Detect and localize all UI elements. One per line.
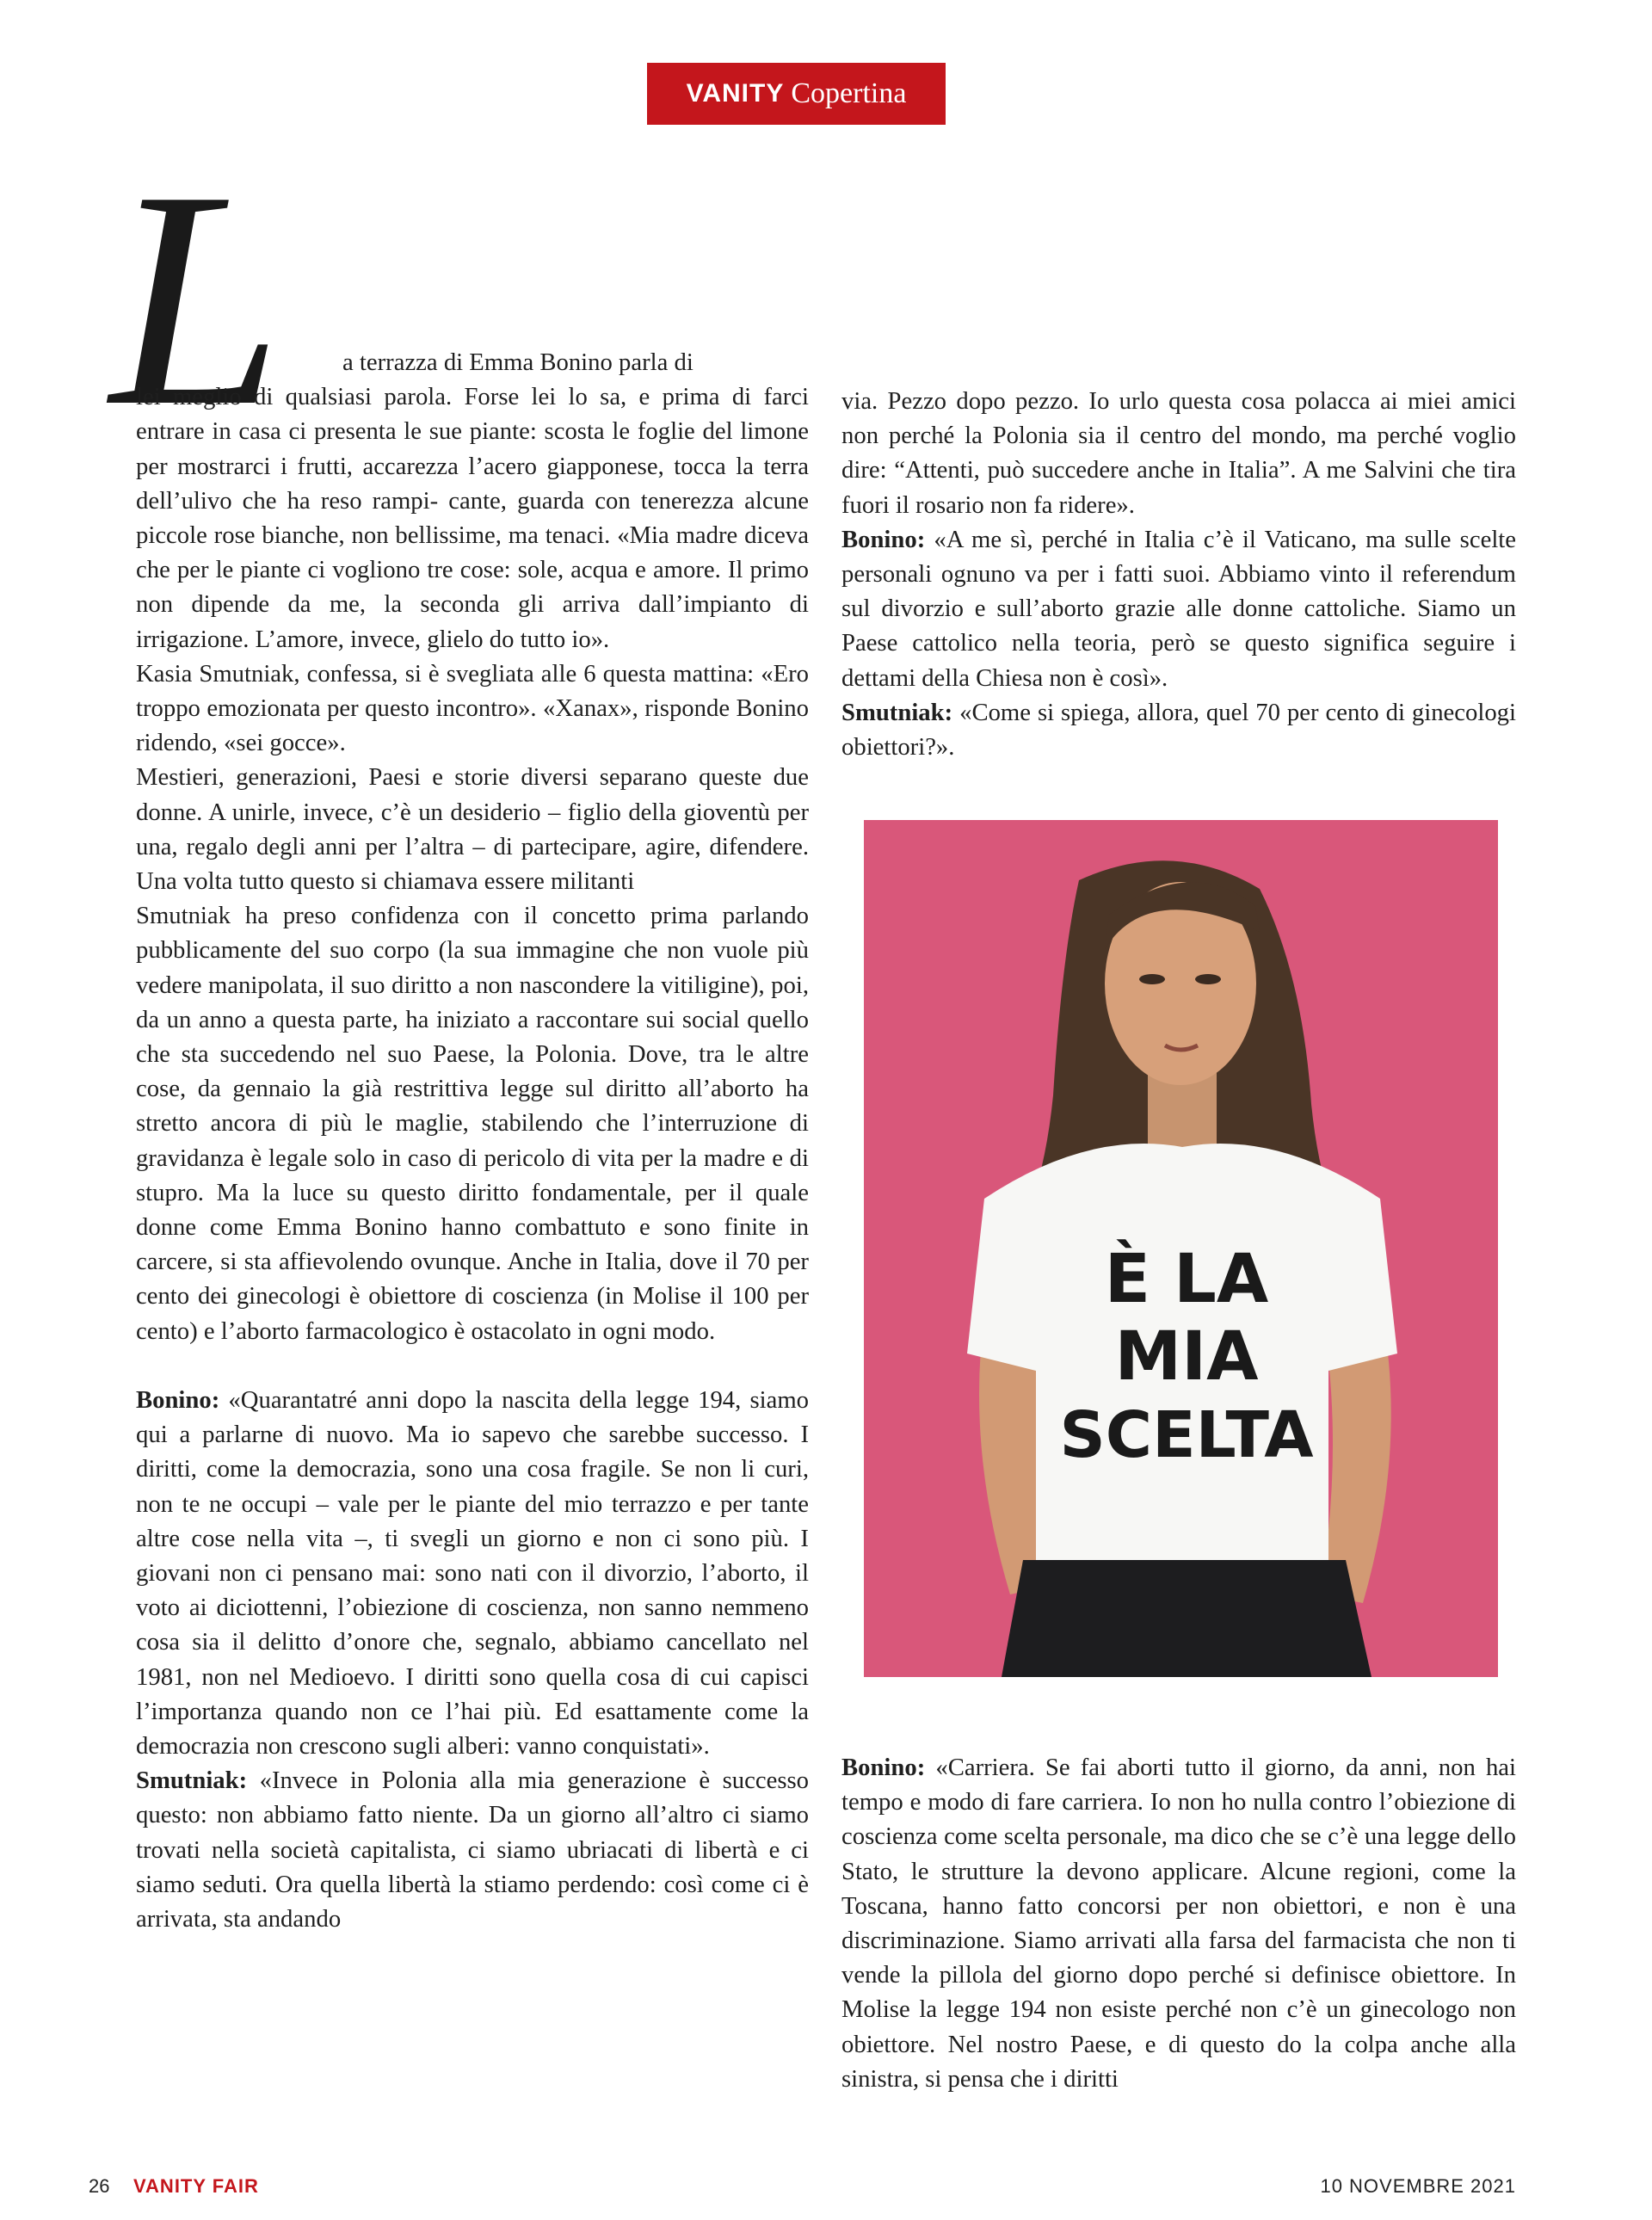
- intro-paragraph: [136, 379, 809, 657]
- answer-text: «Invece in Polonia alla mia generazione è successo questo: non abbiamo fatto niente. Da un giorno all’altro ci siamo trovati nella società capitalista, ci siamo ubriacati di libertà e ci siamo seduti. Ora quella libertà la stiamo perdendo: così come ci è arrivata, sta andando: [136, 1767, 809, 1933]
- interview-answer-3: [841, 522, 1516, 695]
- magazine-name: VANITY FAIR: [133, 2175, 259, 2197]
- answer-text: «A me sì, perché in Italia c’è il Vaticano, ma sulle scelte personali ognuno va per i fatti suoi. Abbiamo vinto il referendum sul divorzio e sull’aborto grazie alle donne cattoliche. Siamo un Paese cattolico nella teoria, però se questo significa seguire i dettami della Chiesa non è così».: [841, 525, 1516, 692]
- paragraph-4: Smutniak ha preso confidenza con il concetto prima parlando pubblicamente del suo corpo (la sua immagine che non vuole più vedere manipolata, il suo diritto a non nascondere la vitiligine), poi, da un anno a questa parte, ha iniziato a raccontare sui social quello che sta succedendo nel suo Paese, la Polonia. Dove, tra le altre cose, da gennaio la già restrittiva legge sul diritto all’aborto ha stretto ancora di più le maglie, stabilendo che l’interruzione di gravidanza è legale solo in caso di pericolo di vita per la madre e di stupro. Ma la luce su questo diritto fondamentale, per il quale donne come Emma Bonino hanno combattuto e sono finite in carcere, si sta affievolendo ovunque. Anche in Italia, dove il 70 per cento dei ginecologi è obiettore di coscienza (in Molise il 100 per cento) e l’aborto farmacologico è ostacolato in ogni modo.: [136, 902, 809, 1345]
- continued-paragraph: via. Pezzo dopo pezzo. Io urlo questa cosa polacca ai miei amici non perché la Polonia sia il centro del mondo, ma perché voglio dire: “Attenti, può succedere anche in Italia”. A me Salvini che tira fuori il rosario non fa ridere».: [841, 387, 1516, 519]
- page-number: 26: [89, 2175, 110, 2197]
- interview-answer-1: [136, 1383, 809, 1763]
- drop-cap-letter: L: [110, 163, 283, 413]
- intro-line-5: giapponese, tocca la terra dell’ulivo che ha reso rampi-: [136, 452, 809, 515]
- portrait-illustration: [864, 820, 1498, 1677]
- section-tag-brand: VANITY: [686, 79, 785, 108]
- interview-answer-2: [136, 1763, 809, 1936]
- article-right-column-top: [841, 384, 1516, 764]
- interview-answer-4: [841, 695, 1516, 764]
- speaker-name: Bonino:: [841, 1754, 926, 1781]
- intro-line-1-text: a terrazza di Emma Bonino parla di: [342, 348, 693, 376]
- intro-line-1: [342, 345, 809, 379]
- shirt-text-line-1: È LA: [1104, 1241, 1269, 1318]
- speaker-name: Bonino:: [136, 1385, 220, 1414]
- speaker-name: Smutniak:: [841, 698, 953, 726]
- answer-text: «Carriera. Se fai aborti tutto il giorno, da anni, non hai tempo e modo di fare carriera. Io non ho nulla contro l’obiezione di coscienza come scelta personale, ma dico che se c’è una legge dello Stato, le strutture la devono applicare. Alcune regioni, come la Toscana, hanno fatto concorsi per non obiettori, e non è una discriminazione. Siamo arrivati alla farsa del farmacista che non ti vende la pillola del giorno dopo perché si definisce obiettore. In Molise la legge 194 non esiste perché non c’è un ginecologo non obiettore. Nel nostro Paese, e di questo do la colpa anche alla sinistra, si pensa che i diritti: [841, 1754, 1516, 2093]
- answer-text: «Quarantatré anni dopo la nascita della legge 194, siamo qui a parlarne di nuovo. Ma io sapevo che sarebbe successo. I diritti, come la democrazia, sono una cosa fragile. Se non li curi, non te ne occupi – vale per le piante del mio terrazzo e per tante altre cose nella vita –, ti svegli un giorno e non ci sono più. I giovani non ci pensano mai: sono nati con il divorzio, l’aborto, il voto ai diciottenni, l’obiezione di coscienza, non sanno nemmeno cosa sia il delitto d’onore che, segnalo, abbiamo cancellato nel 1981, non nel Medioevo. I diritti sono quella cosa di cui capisci l’importanza quando non ce l’hai più. Ed esattamente come la democrazia non crescono sugli alberi: vanno conquistati».: [136, 1385, 809, 1760]
- article-left-column: [136, 0, 809, 1936]
- shirt-text-line-3: SCELTA: [1059, 1398, 1314, 1472]
- answer-text: «Come si spiega, allora, quel 70 per cento di ginecologi obiettori?».: [841, 698, 1516, 762]
- article-right-column-bottom: [841, 1750, 1516, 2096]
- interview-answer-5: [841, 1750, 1516, 2096]
- issue-date: 10 NOVEMBRE 2021: [1320, 2175, 1516, 2197]
- section-tag-label: Copertina: [791, 77, 907, 109]
- speaker-name: Smutniak:: [136, 1767, 248, 1795]
- shirt-text-line-2: MIA: [1114, 1318, 1259, 1396]
- intro-rest: cante, guarda con tenerezza alcune piccole rose bianche, non bellissime, ma tenaci. «Mia madre diceva che per le piante ci vogliono tre cose: sole, acqua e amore. Il primo non dipende da me, la seconda gli arriva dall’impianto di irrigazione. L’amore, invece, glielo do tutto io».: [136, 486, 810, 653]
- intro-line-3: farci entrare in casa ci presenta le sue piante: scosta le: [136, 383, 810, 446]
- intro-line-4: foglie del limone per mostrarci i frutti, accarezza l’acero: [136, 417, 809, 480]
- paragraph-2: Kasia Smutniak, confessa, si è svegliata alle 6 questa mattina: «Ero troppo emozionata per questo incontro». «Xanax», risponde Bonino ridendo, «sei gocce».: [136, 659, 809, 757]
- intro-line-2: lei meglio di qualsiasi parola. Forse lei lo sa, e prima di: [136, 383, 752, 411]
- cover-photo: [864, 820, 1498, 1677]
- speaker-name: Bonino:: [841, 525, 926, 553]
- paragraph-3: Mestieri, generazioni, Paesi e storie diversi separano queste due donne. A unirle, invece, c’è un desiderio – figlio della gioventù per una, regalo degli anni per l’altra – di partecipare, agire, difendere. Una volta tutto questo si chiamava essere militanti: [136, 763, 809, 896]
